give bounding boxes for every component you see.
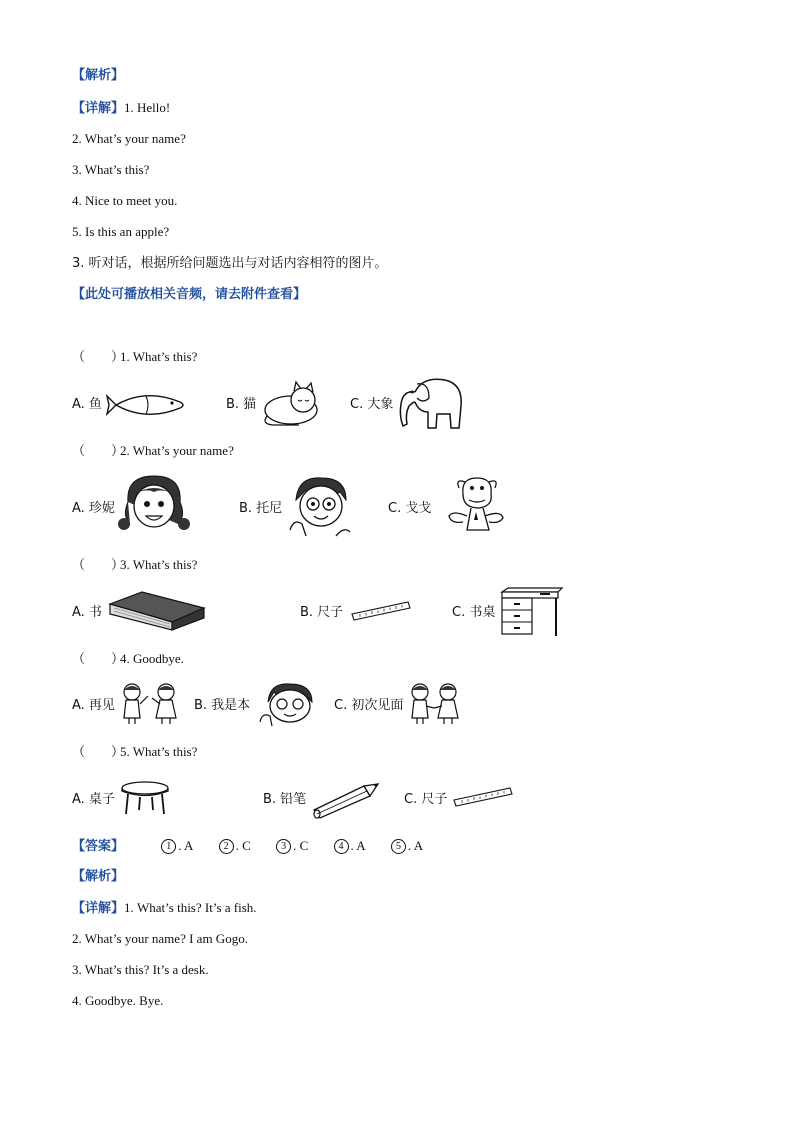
detail-line-2: 2. What’s your name? — [72, 131, 186, 146]
question-1 — [72, 349, 197, 366]
question-text: 5. What’s this? — [120, 744, 198, 759]
detail2-line-4: 4. Goodbye. Bye. — [72, 993, 164, 1008]
answer-item-5: 5 . A — [391, 838, 423, 854]
option-3b[interactable]: B. 尺子 — [300, 605, 344, 620]
detail2-line-3: 3. What’s this? It’s a desk. — [72, 962, 209, 977]
elephant-icon — [393, 372, 465, 434]
detail-line-1 — [72, 100, 170, 117]
option-4b[interactable]: B. 我是本 — [194, 698, 251, 713]
option-4a[interactable]: A. 再见 — [72, 698, 115, 713]
answer-item-3: 3 . C — [276, 838, 308, 854]
detail-line-4: 4. Nice to meet you. — [72, 193, 178, 208]
boy-tony-icon — [288, 474, 352, 538]
answer-item-2: 2 . C — [219, 838, 251, 854]
question-2 — [72, 443, 234, 460]
option-1b[interactable]: B. 猫 — [226, 397, 257, 412]
option-2b[interactable]: B. 托尼 — [239, 501, 283, 516]
option-3a[interactable]: A. 书 — [72, 605, 102, 620]
answer-blank[interactable]: （ ） — [72, 444, 125, 459]
answer-label: 【答案】 — [72, 839, 125, 854]
desk-icon — [500, 586, 564, 638]
detail2-line-1 — [72, 900, 257, 917]
handshake-icon — [408, 682, 460, 726]
question-4 — [72, 651, 184, 668]
answer-item-4: 4 . A — [334, 838, 366, 854]
detail-prefix: 【详解】 — [72, 901, 125, 916]
question-5 — [72, 744, 197, 761]
cat-icon — [259, 380, 325, 428]
question-text: 1. What’s this? — [120, 349, 198, 364]
audio-note[interactable]: 【此处可播放相关音频，请去附件查看】 — [72, 287, 307, 302]
fish-icon — [106, 390, 190, 420]
analysis-heading: 【解析】 — [72, 68, 125, 83]
answer-item-1: 1 . A — [161, 838, 193, 854]
answer-line — [72, 838, 445, 855]
table-icon — [120, 780, 170, 818]
question-text: 3. What’s this? — [120, 557, 198, 572]
waving-goodbye-icon — [120, 682, 180, 726]
question-3 — [72, 557, 197, 574]
pencil-icon — [310, 782, 380, 820]
option-5a[interactable]: A. 桌子 — [72, 792, 115, 807]
task-instruction: 3. 听对话，根据所给问题选出与对话内容相符的图片。 — [72, 256, 388, 271]
boy-ben-icon — [258, 682, 320, 726]
option-2a[interactable]: A. 珍妮 — [72, 501, 115, 516]
detail-line-5: 5. Is this an apple? — [72, 224, 170, 239]
option-1a[interactable]: A. 鱼 — [72, 397, 102, 412]
ruler-icon — [452, 786, 514, 808]
detail-text: 1. Hello! — [124, 100, 171, 115]
question-text: 4. Goodbye. — [120, 651, 184, 666]
answer-blank[interactable]: （ ） — [72, 350, 125, 365]
option-1c[interactable]: C. 大象 — [350, 397, 394, 412]
book-icon — [108, 590, 206, 632]
detail2-line-2: 2. What’s your name? I am Gogo. — [72, 931, 248, 946]
answer-blank[interactable]: （ ） — [72, 652, 125, 667]
answer-blank[interactable]: （ ） — [72, 745, 125, 760]
girl-jenny-icon — [118, 472, 190, 538]
option-4c[interactable]: C. 初次见面 — [334, 698, 404, 713]
gogo-icon — [443, 472, 515, 534]
analysis-heading-2: 【解析】 — [72, 869, 125, 884]
answer-blank[interactable]: （ ） — [72, 558, 125, 573]
option-5c[interactable]: C. 尺子 — [404, 792, 448, 807]
option-2c[interactable]: C. 戈戈 — [388, 501, 432, 516]
question-text: 2. What’s your name? — [120, 443, 234, 458]
option-5b[interactable]: B. 铅笔 — [263, 792, 307, 807]
option-3c[interactable]: C. 书桌 — [452, 605, 496, 620]
detail-line-3: 3. What’s this? — [72, 162, 150, 177]
detail-text: 1. What’s this? It’s a fish. — [124, 900, 257, 915]
ruler-icon — [350, 600, 412, 622]
detail-prefix: 【详解】 — [72, 101, 125, 116]
